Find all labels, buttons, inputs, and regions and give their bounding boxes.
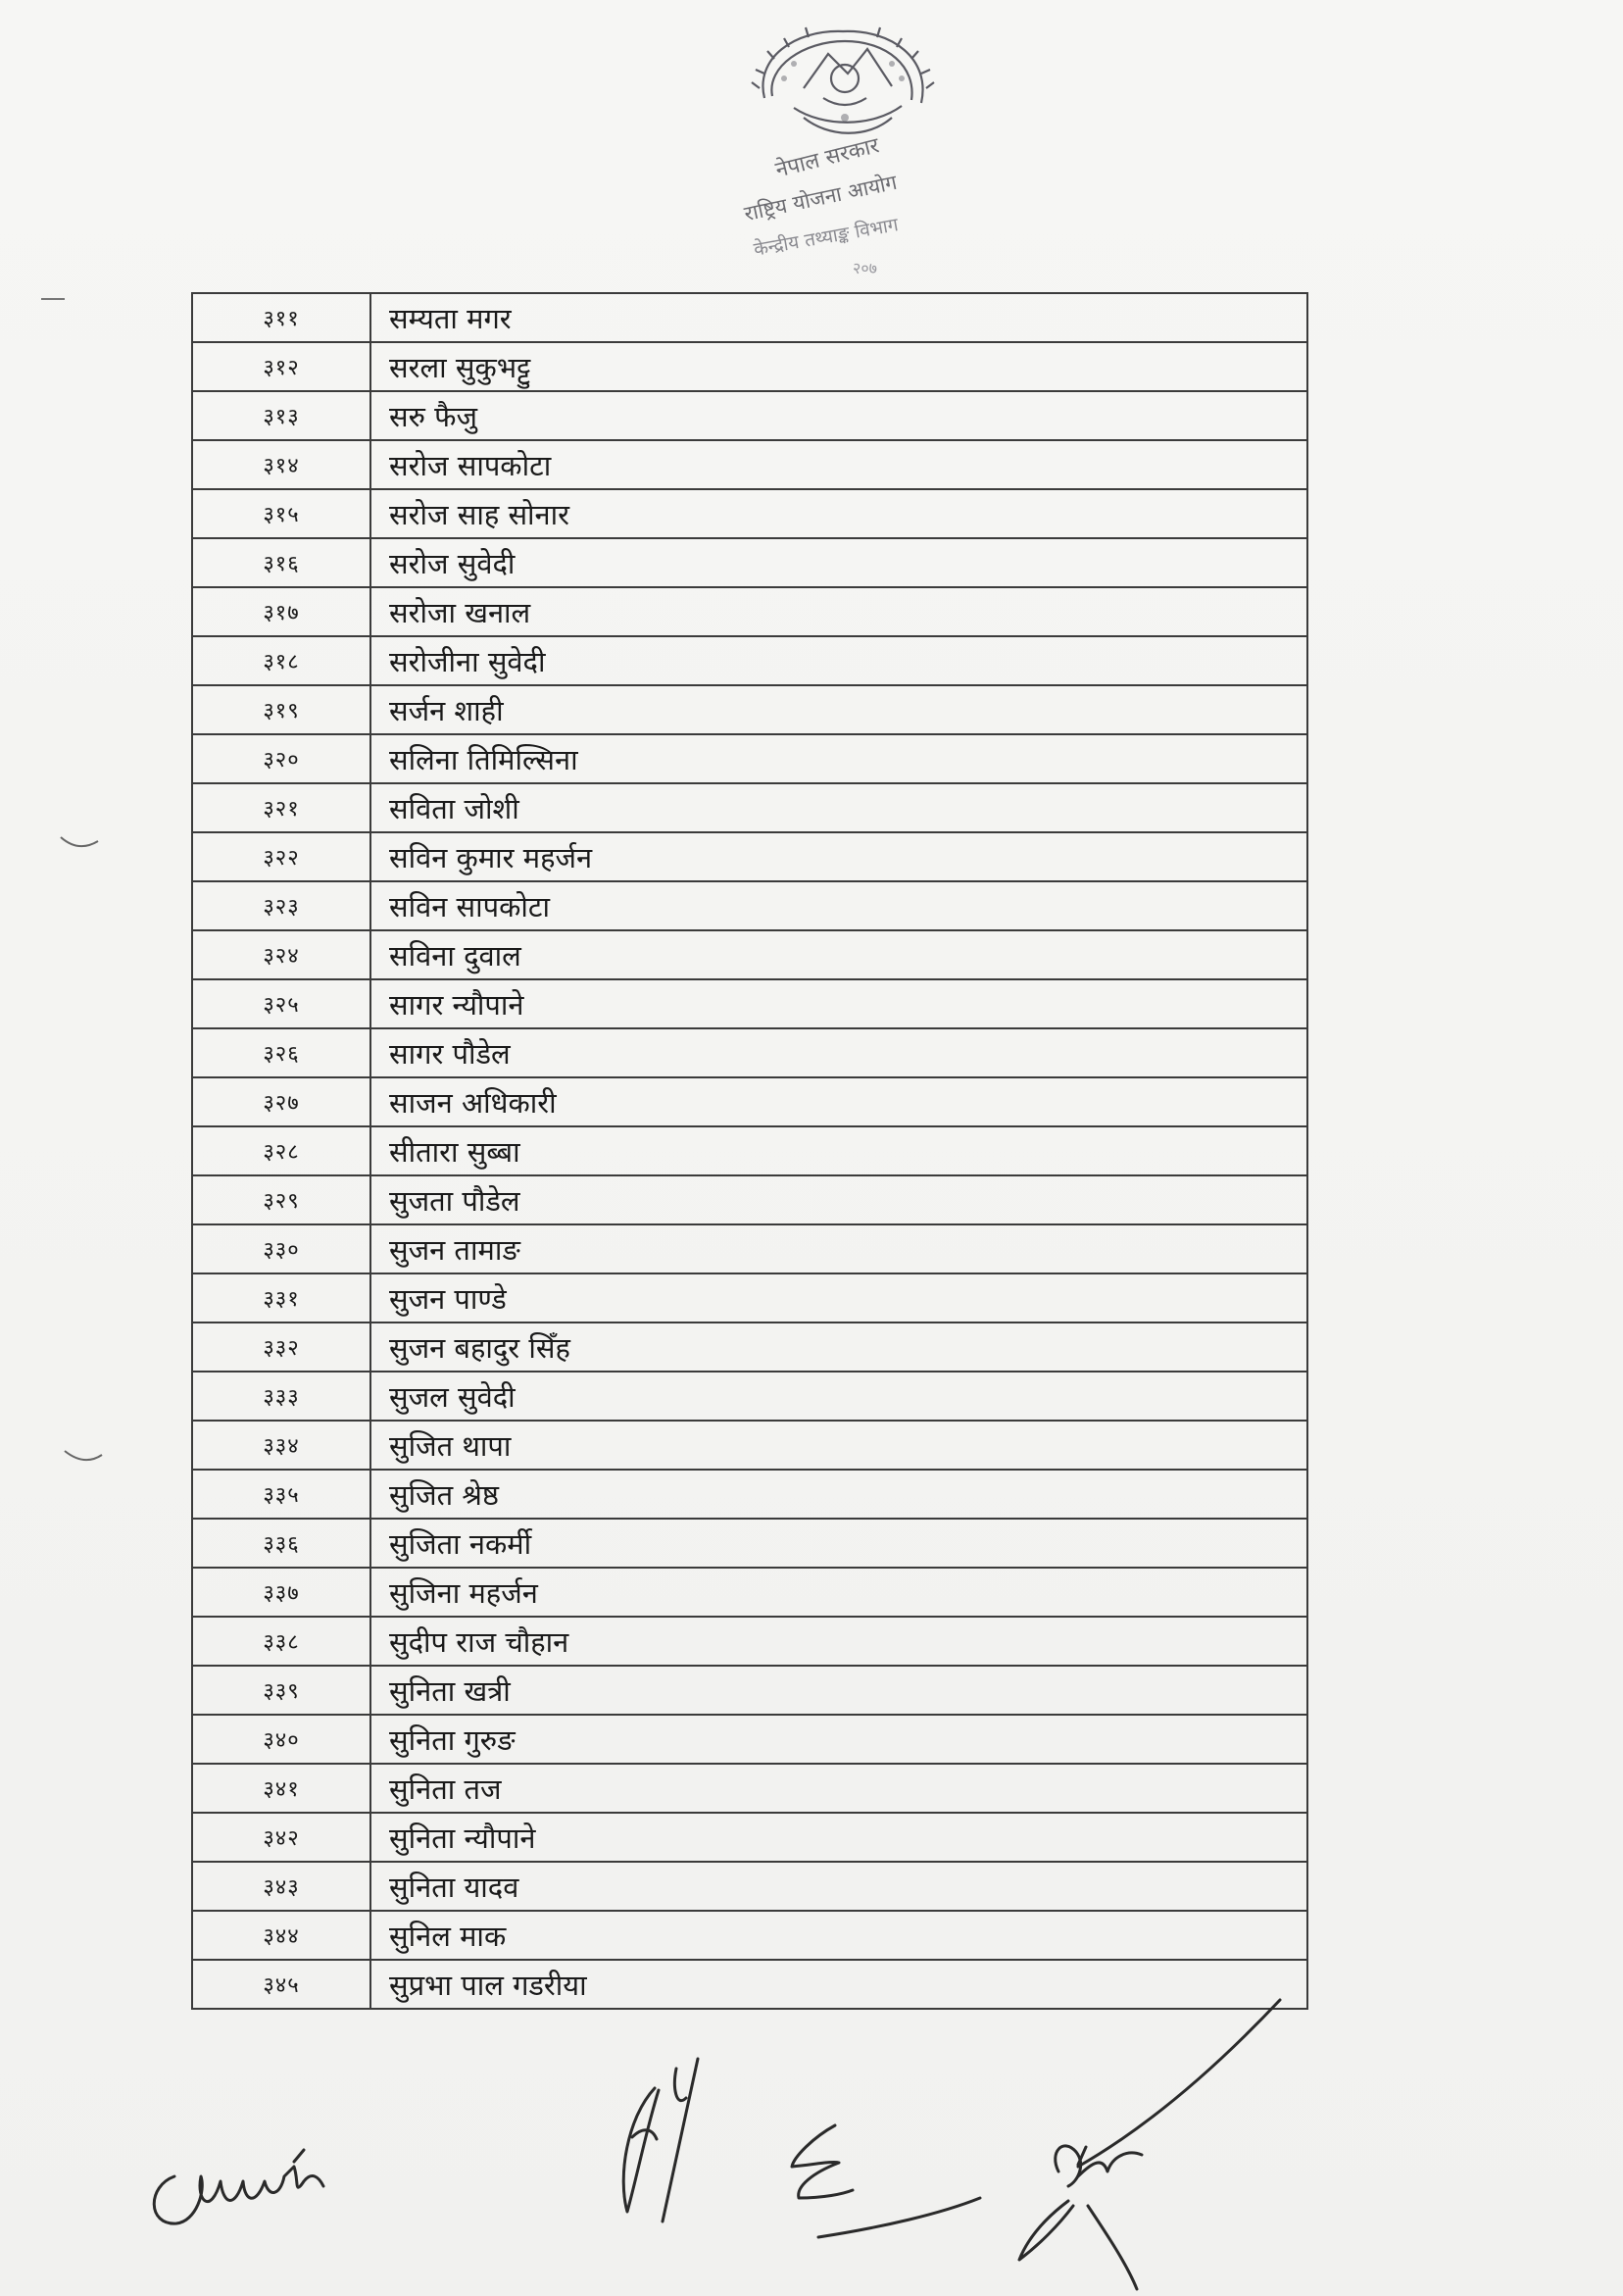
seal-text-line2: राष्ट्रिय योजना आयोग bbox=[742, 170, 900, 226]
seal-text-line3: केन्द्रीय तथ्याङ्क विभाग bbox=[752, 214, 901, 261]
serial-number-cell: ३३३ bbox=[192, 1372, 370, 1421]
table-row bbox=[192, 734, 1307, 783]
serial-number-cell: ३२१ bbox=[192, 783, 370, 832]
serial-number-cell: ३३४ bbox=[192, 1421, 370, 1470]
name-cell: सागर न्यौपाने bbox=[370, 979, 1307, 1028]
name-list-body bbox=[192, 293, 1307, 2009]
table-row bbox=[192, 293, 1307, 342]
serial-number-cell: ३३५ bbox=[192, 1470, 370, 1519]
table-row bbox=[192, 930, 1307, 979]
table-row bbox=[192, 1323, 1307, 1372]
serial-number-cell: ३२४ bbox=[192, 930, 370, 979]
serial-number-cell: ३१८ bbox=[192, 636, 370, 685]
serial-number-cell: ३१४ bbox=[192, 440, 370, 489]
table-row bbox=[192, 881, 1307, 930]
table-row bbox=[192, 489, 1307, 538]
name-cell: सुप्रभा पाल गडरीया bbox=[370, 1960, 1307, 2009]
name-cell: सुनिता न्यौपाने bbox=[370, 1813, 1307, 1862]
serial-number-cell: ३४२ bbox=[192, 1813, 370, 1862]
table-row bbox=[192, 1715, 1307, 1764]
table-row bbox=[192, 1273, 1307, 1323]
serial-number-cell: ३१२ bbox=[192, 342, 370, 391]
name-cell: सुनिता तज bbox=[370, 1764, 1307, 1813]
name-cell: सुनिता यादव bbox=[370, 1862, 1307, 1911]
seal-text-line4: २०७ bbox=[853, 259, 877, 277]
name-cell: सुदीप राज चौहान bbox=[370, 1617, 1307, 1666]
table-row bbox=[192, 1519, 1307, 1568]
name-cell: सुजल सुवेदी bbox=[370, 1372, 1307, 1421]
serial-number-cell: ३४३ bbox=[192, 1862, 370, 1911]
serial-number-cell: ३३९ bbox=[192, 1666, 370, 1715]
table-row bbox=[192, 538, 1307, 587]
name-cell: सरोज साह सोनार bbox=[370, 489, 1307, 538]
name-cell: सुजित श्रेष्ठ bbox=[370, 1470, 1307, 1519]
table-row bbox=[192, 391, 1307, 440]
table-row bbox=[192, 342, 1307, 391]
table-row bbox=[192, 1911, 1307, 1960]
serial-number-cell: ३१९ bbox=[192, 685, 370, 734]
table-row bbox=[192, 1224, 1307, 1273]
table-row bbox=[192, 1126, 1307, 1175]
margin-mark-icon bbox=[61, 1447, 106, 1471]
name-cell: सविन कुमार महर्जन bbox=[370, 832, 1307, 881]
name-cell: सलिना तिमिल्सिना bbox=[370, 734, 1307, 783]
table-row bbox=[192, 1617, 1307, 1666]
name-cell: सम्यता मगर bbox=[370, 293, 1307, 342]
serial-number-cell: ३३७ bbox=[192, 1568, 370, 1617]
serial-number-cell: ३२९ bbox=[192, 1175, 370, 1224]
table-row bbox=[192, 1175, 1307, 1224]
table-row bbox=[192, 1421, 1307, 1470]
serial-number-cell: ३३२ bbox=[192, 1323, 370, 1372]
table-row bbox=[192, 1764, 1307, 1813]
serial-number-cell: ३१७ bbox=[192, 587, 370, 636]
serial-number-cell: ३३० bbox=[192, 1224, 370, 1273]
name-cell: सरोज सापकोटा bbox=[370, 440, 1307, 489]
name-cell: सविन सापकोटा bbox=[370, 881, 1307, 930]
serial-number-cell: ३१३ bbox=[192, 391, 370, 440]
serial-number-cell: ३२२ bbox=[192, 832, 370, 881]
name-cell: सरु फैजु bbox=[370, 391, 1307, 440]
serial-number-cell: ३२८ bbox=[192, 1126, 370, 1175]
serial-number-cell: ३४४ bbox=[192, 1911, 370, 1960]
name-cell: सुजता पौडेल bbox=[370, 1175, 1307, 1224]
name-cell: सुजन तामाङ bbox=[370, 1224, 1307, 1273]
table-row bbox=[192, 832, 1307, 881]
name-cell: सरोजीना सुवेदी bbox=[370, 636, 1307, 685]
name-cell: सुनिता गुरुङ bbox=[370, 1715, 1307, 1764]
seal-text-line1: नेपाल सरकार bbox=[772, 133, 882, 183]
table-row bbox=[192, 1372, 1307, 1421]
name-cell: सरला सुकुभट्टु bbox=[370, 342, 1307, 391]
serial-number-cell: ३२० bbox=[192, 734, 370, 783]
table-row bbox=[192, 1077, 1307, 1126]
serial-number-cell: ३११ bbox=[192, 293, 370, 342]
name-cell: सविता जोशी bbox=[370, 783, 1307, 832]
signatures-icon bbox=[0, 1980, 1623, 2296]
table-row bbox=[192, 979, 1307, 1028]
serial-number-cell: ३१५ bbox=[192, 489, 370, 538]
serial-number-cell: ३४० bbox=[192, 1715, 370, 1764]
table-row bbox=[192, 1470, 1307, 1519]
table-row bbox=[192, 636, 1307, 685]
name-cell: सुजिना महर्जन bbox=[370, 1568, 1307, 1617]
margin-mark-icon bbox=[39, 294, 69, 304]
serial-number-cell: ३४५ bbox=[192, 1960, 370, 2009]
name-list-table bbox=[191, 292, 1308, 2010]
name-cell: सुजन बहादुर सिँह bbox=[370, 1323, 1307, 1372]
table-row bbox=[192, 587, 1307, 636]
name-cell: सरोज सुवेदी bbox=[370, 538, 1307, 587]
serial-number-cell: ३२६ bbox=[192, 1028, 370, 1077]
serial-number-cell: ३३६ bbox=[192, 1519, 370, 1568]
name-cell: सुजित थापा bbox=[370, 1421, 1307, 1470]
serial-number-cell: ३२३ bbox=[192, 881, 370, 930]
name-cell: सुजिता नकर्मी bbox=[370, 1519, 1307, 1568]
serial-number-cell: ३२५ bbox=[192, 979, 370, 1028]
table-row bbox=[192, 1028, 1307, 1077]
serial-number-cell: ३३८ bbox=[192, 1617, 370, 1666]
name-cell: सविना दुवाल bbox=[370, 930, 1307, 979]
name-cell: सुनिल माक bbox=[370, 1911, 1307, 1960]
name-cell: सर्जन शाही bbox=[370, 685, 1307, 734]
name-cell: सुजन पाण्डे bbox=[370, 1273, 1307, 1323]
serial-number-cell: ३२७ bbox=[192, 1077, 370, 1126]
serial-number-cell: ३३१ bbox=[192, 1273, 370, 1323]
name-cell: सरोजा खनाल bbox=[370, 587, 1307, 636]
margin-mark-icon bbox=[57, 831, 102, 855]
name-cell: सुनिता खत्री bbox=[370, 1666, 1307, 1715]
serial-number-cell: ३१६ bbox=[192, 538, 370, 587]
government-seal bbox=[735, 20, 970, 284]
table-row bbox=[192, 1568, 1307, 1617]
table-row bbox=[192, 1666, 1307, 1715]
table-row bbox=[192, 783, 1307, 832]
table-row bbox=[192, 1813, 1307, 1862]
table-row bbox=[192, 1862, 1307, 1911]
name-cell: सागर पौडेल bbox=[370, 1028, 1307, 1077]
name-cell: सीतारा सुब्बा bbox=[370, 1126, 1307, 1175]
name-cell: साजन अधिकारी bbox=[370, 1077, 1307, 1126]
table-row bbox=[192, 440, 1307, 489]
serial-number-cell: ३४१ bbox=[192, 1764, 370, 1813]
table-row bbox=[192, 685, 1307, 734]
